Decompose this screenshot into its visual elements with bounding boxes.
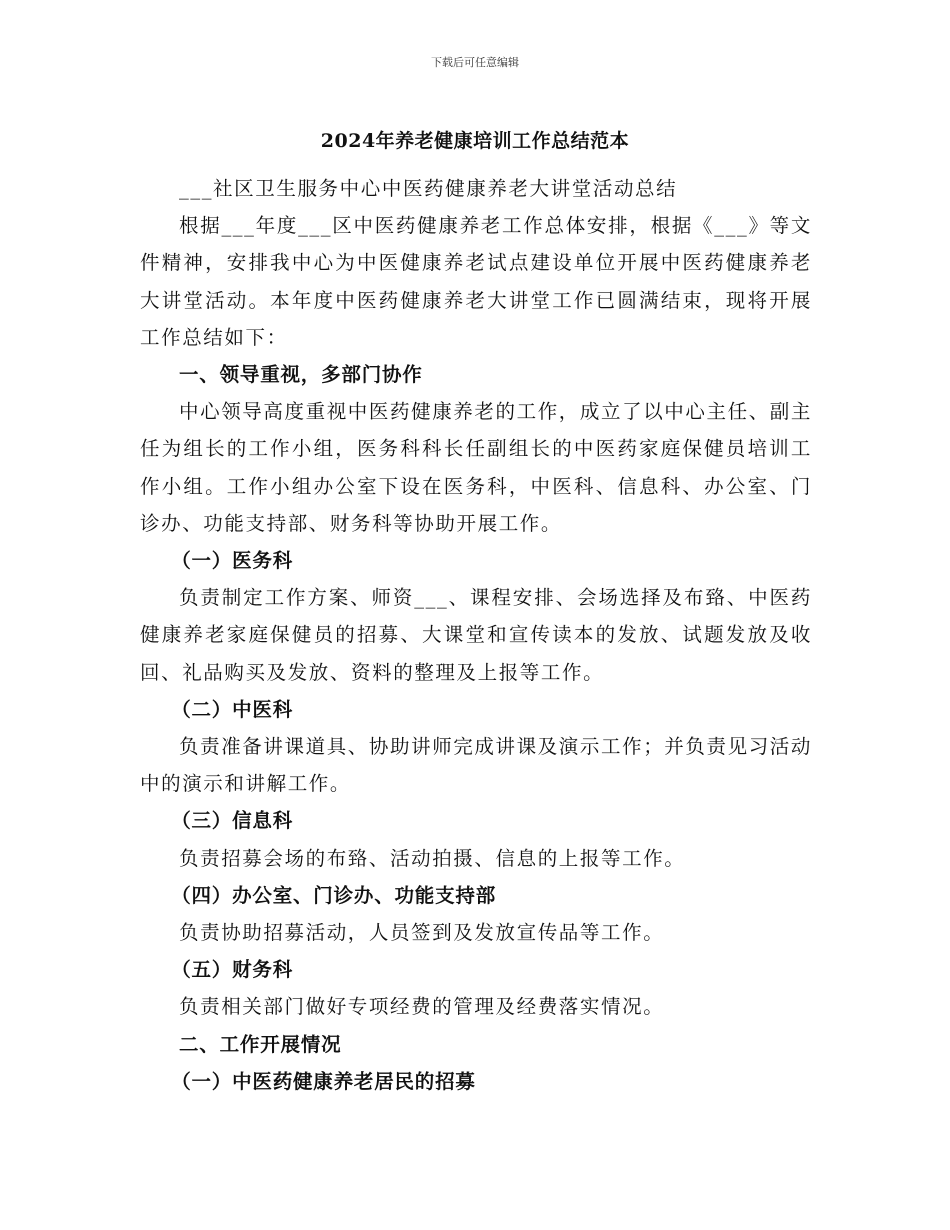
- subsection-body-office: 负责协助招募活动，人员签到及发放宣传品等工作。: [179, 921, 665, 945]
- section-1-body: 中心领导高度重视中医药健康养老的工作，成立了以中心主任、副主任为组长的工作小组，医务科科长任副组长的中医药家庭保健员培训工作小组。工作小组办公室下设在医务科，中医科、信息科、办公室、门诊办、功能支持部、财务科等协助开展工作。: [140, 400, 813, 535]
- subsection-body-information: 负责招募会场的布臵、活动拍摄、信息的上报等工作。: [179, 846, 686, 870]
- subsection-body-tcm: 负责准备讲课道具、协助讲师完成讲课及演示工作；并负责见习活动中的演示和讲解工作。: [140, 735, 813, 796]
- intro-paragraph: 根据___年度___区中医药健康养老工作总体安排，根据《___》等文件精神，安排我中心为中医健康养老试点建设单位开展中医药健康养老大讲堂活动。本年度中医药健康养老大讲堂工作已圆满结束，现将开展工作总结如下：: [140, 214, 812, 349]
- subsection-body-finance: 负责相关部门做好专项经费的管理及经费落实情况。: [179, 995, 665, 1019]
- section-1-heading: 一、领导重视，多部门协作: [179, 363, 423, 387]
- document-body: [140, 170, 812, 1100]
- header-note: 下载后可任意编辑: [431, 56, 519, 69]
- subsection-heading-information: （三）信息科: [171, 809, 293, 833]
- document-title: 2024年养老健康培训工作总结范本: [320, 130, 630, 152]
- subsection-body-medical-affairs: 负责制定工作方案、师资___、课程安排、会场选择及布臵、中医药健康养老家庭保健员的招募、大课堂和宣传读本的发放、试题发放及收回、礼品购买及发放、资料的整理及上报等工作。: [140, 586, 812, 684]
- section-2-heading: 二、工作开展情况: [179, 1032, 342, 1056]
- subsection-heading-finance: （五）财务科: [171, 958, 293, 982]
- section-2-subheading: （一）中医药健康养老居民的招募: [171, 1069, 476, 1093]
- subsection-heading-office: （四）办公室、门诊办、功能支持部: [171, 883, 496, 907]
- subtitle-line: ___社区卫生服务中心中医药健康养老大讲堂活动总结: [179, 177, 678, 200]
- subsection-heading-medical-affairs: （一）医务科: [171, 549, 293, 573]
- subsection-heading-tcm: （二）中医科: [171, 697, 293, 721]
